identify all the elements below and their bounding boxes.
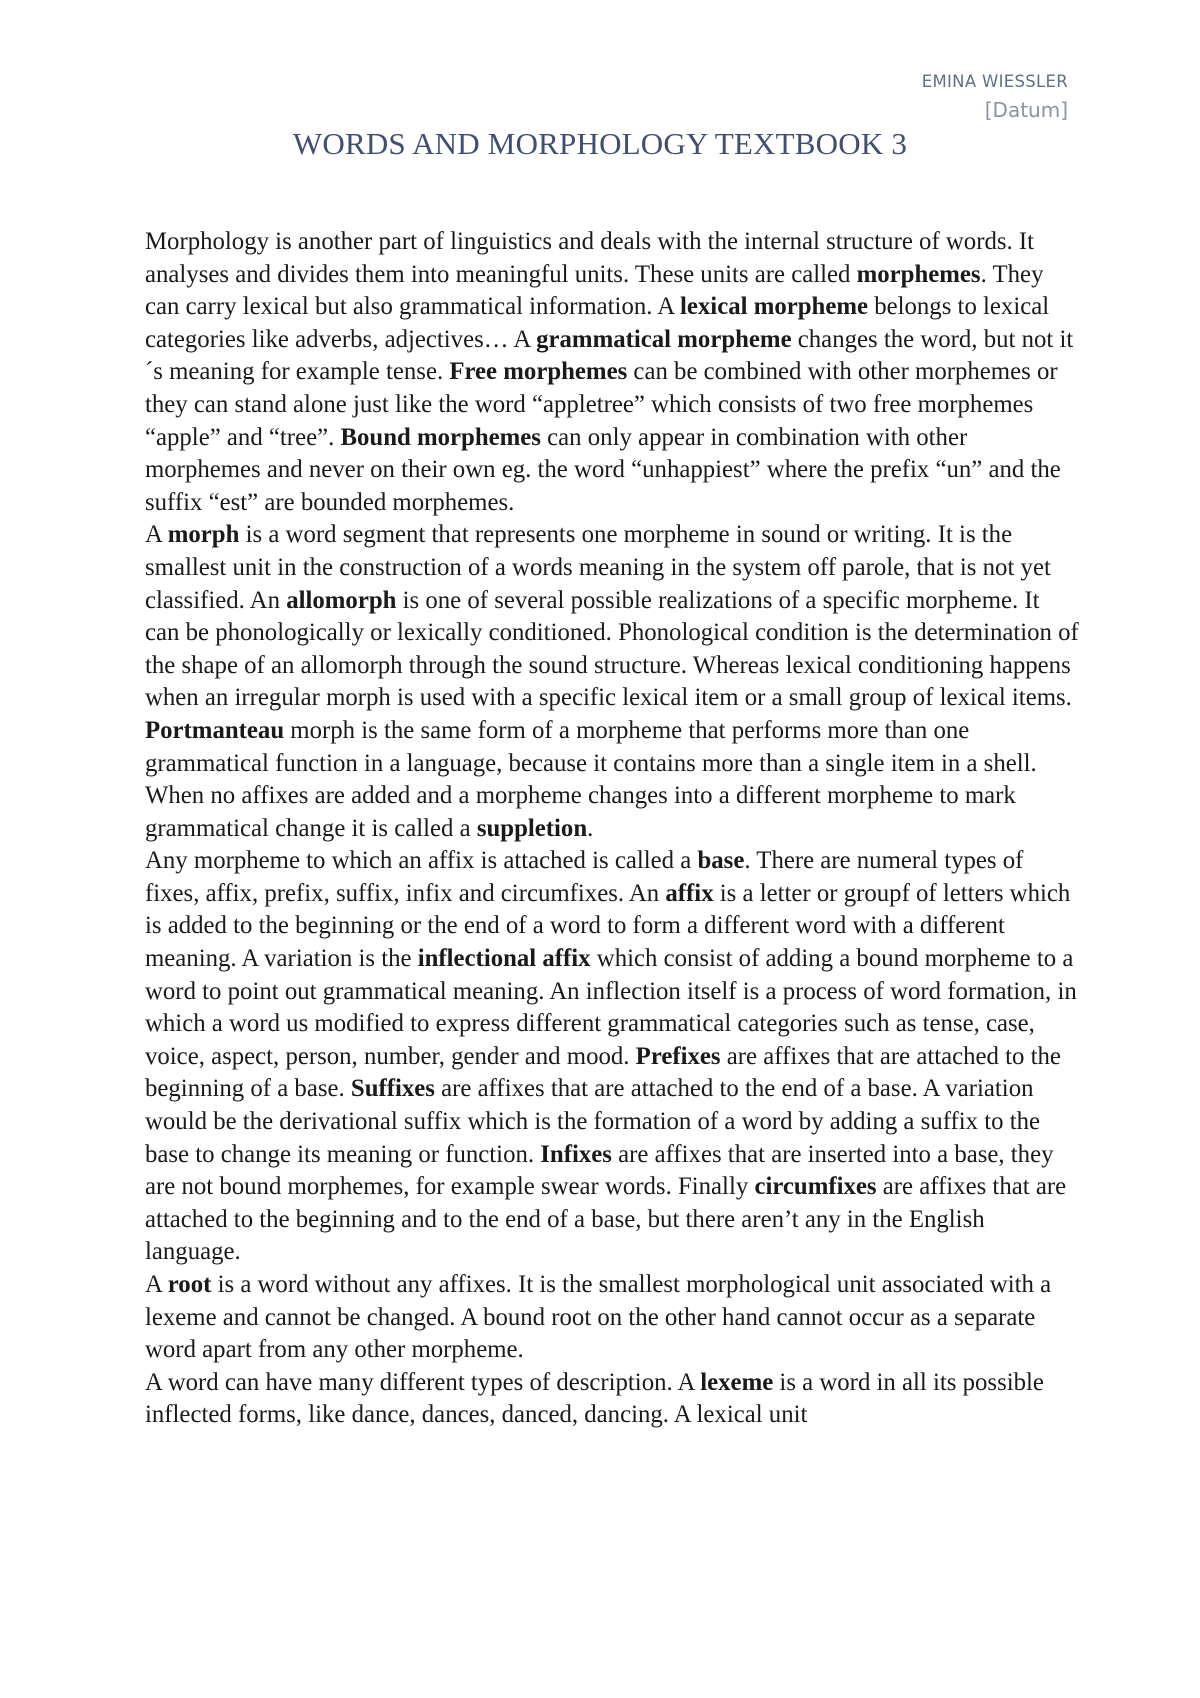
bold-term: suppletion <box>476 814 588 842</box>
text-run: A <box>145 1271 168 1298</box>
text-run: is a word without any affixes. It is the smallest morphological unit associated with a lexeme and cannot be changed. A bound root on the other hand cannot occur as a separate word apart from any other morpheme. <box>145 1271 1052 1364</box>
paragraph <box>145 845 1080 1269</box>
header-date-placeholder[interactable]: [Datum] <box>984 98 1068 122</box>
bold-term: Bound morphemes <box>340 423 541 451</box>
paragraph <box>145 226 1080 519</box>
text-run: A <box>145 521 168 549</box>
text-run: are affixes that are attached to the beginning of a base. <box>145 1042 1061 1103</box>
bold-term: morphemes <box>856 260 981 288</box>
text-run: . They can carry lexical but also grammatical information. A <box>145 260 1044 321</box>
text-run: are affixes that are inserted into a base, they are not bound morphemes, for example swear words. Finally <box>145 1140 1054 1201</box>
header-author: EMINA WIESSLER <box>921 72 1068 91</box>
bold-term: circumfixes <box>754 1173 877 1201</box>
text-run: are affixes that are attached to the end of a base. A variation would be the derivational suffix which is the formation of a word by adding a suffix to the base to change its meaning or function. <box>145 1075 1041 1168</box>
bold-term: inflectional affix <box>417 945 591 973</box>
bold-term: morph <box>167 521 240 549</box>
bold-term: Free morphemes <box>449 358 628 386</box>
text-run: . <box>587 814 594 842</box>
bold-term: grammatical morpheme <box>536 325 792 353</box>
bold-term: affix <box>665 879 714 907</box>
bold-term: Prefixes <box>635 1042 721 1070</box>
text-run: is a word segment that represents one morpheme in sound or writing. It is the smallest unit in the construction of a words meaning in the system off parole, that is not yet classified. An <box>145 521 1051 614</box>
bold-term: root <box>167 1271 212 1298</box>
paragraph <box>145 519 1080 845</box>
text-run: is one of several possible realizations of a specific morpheme. It can be phonologically or lexically conditioned. Phonological condition is the determination of the shape of an allomorph through the sound structure. Whereas lexical conditioning happens when an irregular morph is used with a specific lexical item or a small group of lexical items. <box>145 586 1079 712</box>
bold-term: Portmanteau <box>145 716 285 744</box>
bold-term: lexeme <box>700 1368 774 1396</box>
text-run: morph is the same form of a morpheme that performs more than one grammatical function in a language, because it contains more than a single item in a shell. When no affixes are added and a morpheme changes into a different morpheme to mark grammatical change it is called a <box>145 716 1037 842</box>
text-run: Morphology is another part of linguistics and deals with the internal structure of words. It analyses and divides them into meaningful units. These units are called <box>145 228 1035 288</box>
document-body <box>145 226 1080 1432</box>
bold-term: Infixes <box>540 1140 612 1168</box>
text-run: . There are numeral types of fixes, affix, prefix, suffix, infix and circumfixes. An <box>145 847 1024 907</box>
text-run: is a word in all its possible inflected forms, like dance, dances, danced, dancing. A lexical unit <box>145 1368 1044 1429</box>
document-title: WORDS AND MORPHOLOGY TEXTBOOK 3 <box>292 126 908 161</box>
text-run: can be combined with other morphemes or they can stand alone just like the word “appletree” which consists of two free morphemes “apple” and “tree”. <box>145 358 1058 451</box>
text-run: can only appear in combination with other morphemes and never on their own eg. the word “unhappiest” where the prefix “un” and the suffix “est” are bounded morphemes. <box>145 423 1061 516</box>
bold-term: Suffixes <box>350 1075 435 1103</box>
text-run: A word can have many different types of description. A <box>145 1368 701 1396</box>
bold-term: allomorph <box>286 586 397 614</box>
bold-term: base <box>697 847 745 875</box>
text-run: belongs to lexical categories like adverbs, adjectives… A <box>145 293 1050 353</box>
text-run: which consist of adding a bound morpheme to a word to point out grammatical meaning. An inflection itself is a process of word formation, in which a word us modified to express different grammatical categories such as tense, case, voice, aspect, person, number, gender and mood. <box>145 945 1077 1070</box>
text-run: changes the word, but not it´s meaning for example tense. <box>145 325 1074 386</box>
text-run: is a letter or groupf of letters which is added to the beginning or the end of a word to form a different word with a different meaning. A variation is the <box>145 879 1071 973</box>
text-run: are affixes that are attached to the beginning and to the end of a base, but there aren’t any in the English language. <box>145 1173 1067 1266</box>
paragraph <box>145 1367 1080 1432</box>
paragraph <box>145 1269 1080 1367</box>
bold-term: lexical morpheme <box>680 293 869 321</box>
text-run: Any morpheme to which an affix is attached is called a <box>145 847 698 875</box>
